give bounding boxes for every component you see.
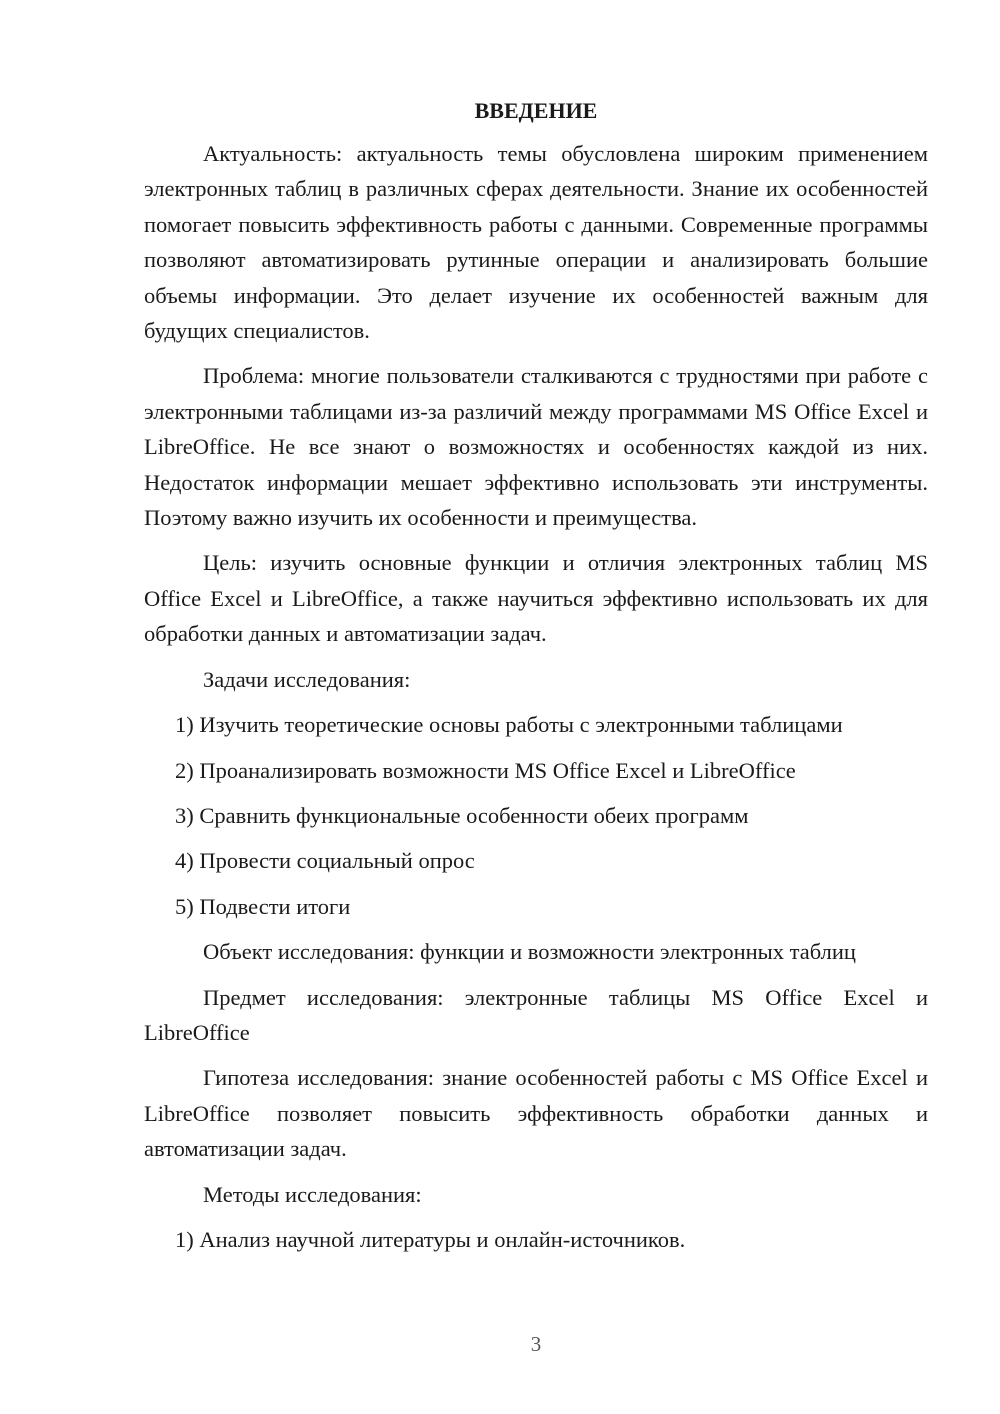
task-item: 4) Провести социальный опрос [175,848,475,874]
relevance-paragraph: Актуальность: актуальность темы обусловлена широким применением электронных таблиц в различных сферах деятельности. Знание их особенностей помогает повысить эффективность работы с данными. Современные программы позволяют автоматизировать рутинные операции и анализировать большие объемы информации. Это делает изучение их особенностей важным для будущих специалистов. [144,141,928,344]
task-item: 3) Сравнить функциональные особенности обеих программ [175,802,749,828]
page-number: 3 [530,1332,542,1356]
object-paragraph: Объект исследования: функции и возможности электронных таблиц [203,939,856,965]
tasks-heading: Задачи исследования: [203,666,411,692]
methods-heading: Методы исследования: [203,1181,422,1207]
problem-paragraph: Проблема: многие пользователи сталкиваются с трудностями при работе с электронными таблицами из-за различий между программами MS Office Excel и LibreOffice. Не все знают о возможностях и особенностях каждой из них. Недостаток информации мешает эффективно использовать эти инструменты. Поэтому важно изучить их особенности и преимущества. [144,363,928,531]
goal-paragraph: Цель: изучить основные функции и отличия электронных таблиц MS Office Excel и LibreOffice, а также научиться эффективно использовать их для обработки данных и автоматизации задач. [144,550,928,647]
subject-paragraph: Предмет исследования: электронные таблицы MS Office Excel и LibreOffice [144,984,928,1045]
task-item: 5) Подвести итоги [175,893,351,919]
section-title: ВВЕДЕНИЕ [474,98,598,123]
task-item: 2) Проанализировать возможности MS Office Excel и LibreOffice [175,757,796,783]
task-item: 1) Изучить теоретические основы работы с электронными таблицами [175,712,843,738]
hypothesis-paragraph: Гипотеза исследования: знание особенностей работы с MS Office Excel и LibreOffice позволяет повысить эффективность обработки данных и автоматизации задач. [144,1065,928,1162]
method-item: 1) Анализ научной литературы и онлайн-источников. [175,1226,686,1252]
document-page [144,96,928,1267]
